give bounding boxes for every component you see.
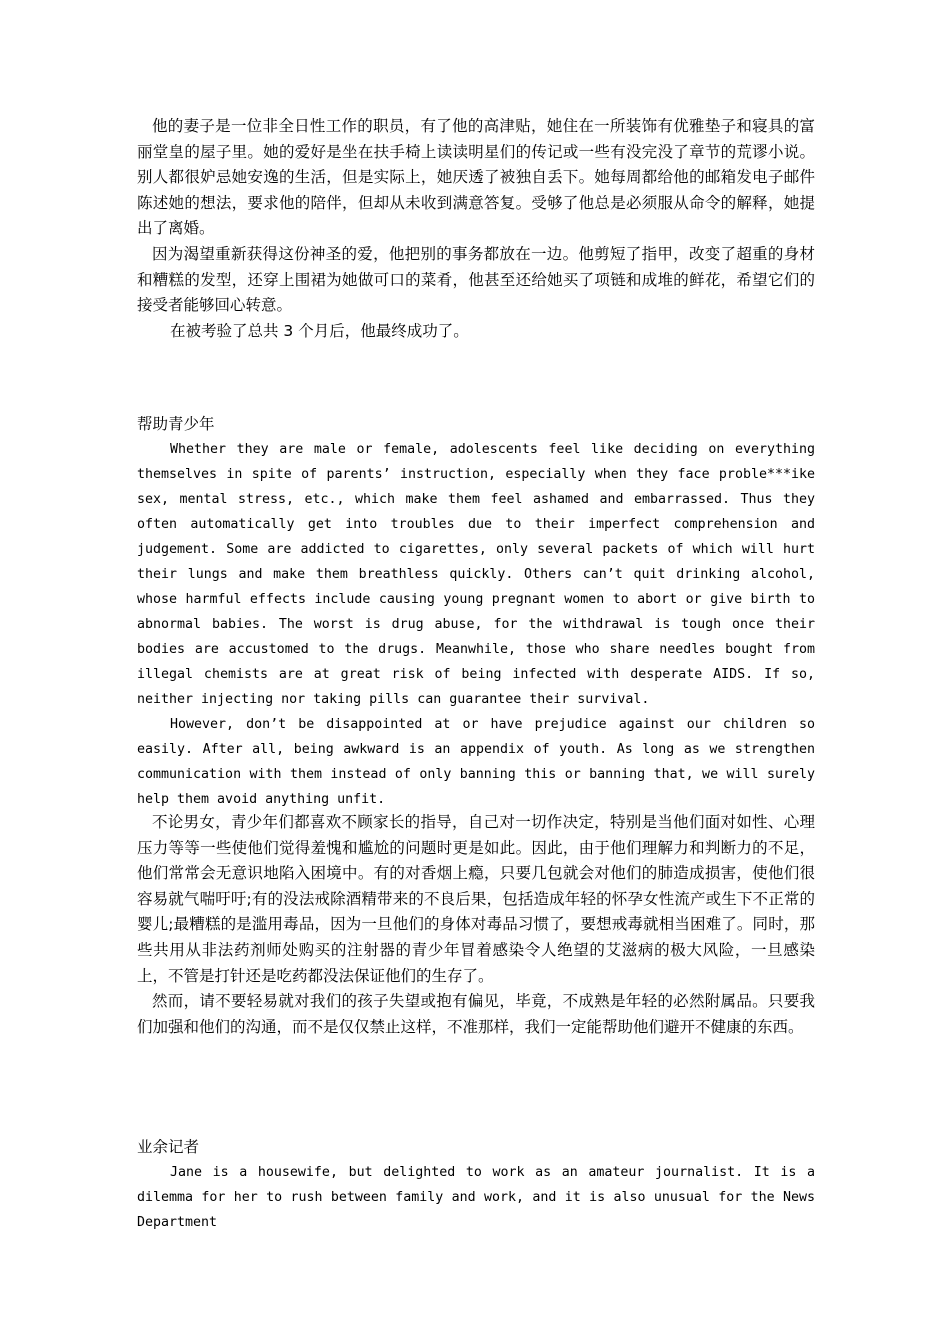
paragraph: 在被考验了总共 3 个月后，他最终成功了。 — [170, 321, 469, 340]
paragraph: 不论男女，青少年们都喜欢不顾家长的指导，自己对一切作决定，特别是当他们面对如性、心理压力等等一些使他们觉得羞愧和尴尬的问题时更是如此。因此，由于他们理解力和判断力的不足，他们常常会无意识地陷入困境中。有的对香烟上瘾，只要几包就会对他们的肺造成损害，使他们很容易就气喘吁吁;有的没法戒除酒精带来的不良后果，包括造成年轻的怀孕女性流产或生下不正常的婴儿;最糟糕的是滥用毒品，因为一旦他们的身体对毒品习惯了，要想戒毒就相当困难了。同时，那些共用从非法药剂师处购买的注射器的青少年冒着感染令人绝望的艾滋病的极大风险，一旦感染上，不管是打针还是吃药都没法保证他们的生存了。 — [137, 813, 815, 985]
section-2-english — [137, 437, 815, 812]
paragraph: Jane is a housewife, but delighted to work as an amateur journalist. It is a dilemma for her to rush between family and work, and it is also unusual for the News Department — [137, 1165, 815, 1230]
paragraph: Whether they are male or female, adolescents feel like deciding on everything themselves in spite of parents’ instruction, especially when they face proble***ike sex, mental stress, etc., which make them feel ashamed and embarrassed. Thus they often automatically get into troubles due to their imperfect comprehension and judgement. Some are addicted to cigarettes, only several packets of which will hurt their lungs and make them breathless quickly. Others can’t quit drinking alcohol, whose harmful effects include causing young pregnant women to abort or give birth to abnormal babies. The worst is drug abuse, for the withdrawal is tough once their bodies are accustomed to the drugs. Meanwhile, those who share needles bought from illegal chemists are at great risk of being infected with desperate AIDS. If so, neither injecting nor taking pills can guarantee their survival. — [137, 442, 815, 707]
section-1-chinese — [137, 114, 815, 344]
section-heading-amateur-journalist: 业余记者 — [137, 1138, 200, 1156]
paragraph: 他的妻子是一位非全日性工作的职员，有了他的高津贴，她住在一所装饰有优雅垫子和寝具的富丽堂皇的屋子里。她的爱好是坐在扶手椅上读读明星们的传记或一些有没完没了章节的荒谬小说。别人都很妒忌她安逸的生活，但是实际上，她厌透了被独自丢下。她每周都给他的邮箱发电子邮件陈述她的想法，要求他的陪伴，但却从未收到满意答复。受够了他总是必须服从命令的解释，她提出了离婚。 — [137, 117, 815, 238]
section-heading-help-teenagers: 帮助青少年 — [137, 415, 215, 433]
section-3-english — [137, 1160, 815, 1235]
paragraph: 因为渴望重新获得这份神圣的爱，他把别的事务都放在一边。他剪短了指甲，改变了超重的身材和糟糕的发型，还穿上围裙为她做可口的菜肴，他甚至还给她买了项链和成堆的鲜花，希望它们的接受者能够回心转意。 — [137, 244, 815, 315]
paragraph: However, don’t be disappointed at or have prejudice against our children so easily. After all, being awkward is an appendix of youth. As long as we strengthen communication with them instead of only banning this or banning that, we will surely help them avoid anything unfit. — [137, 717, 815, 807]
paragraph: 然而，请不要轻易就对我们的孩子失望或抱有偏见，毕竟，不成熟是年轻的必然附属品。只要我们加强和他们的沟通，而不是仅仅禁止这样，不准那样，我们一定能帮助他们避开不健康的东西。 — [137, 992, 815, 1036]
section-2-chinese — [137, 810, 815, 1040]
